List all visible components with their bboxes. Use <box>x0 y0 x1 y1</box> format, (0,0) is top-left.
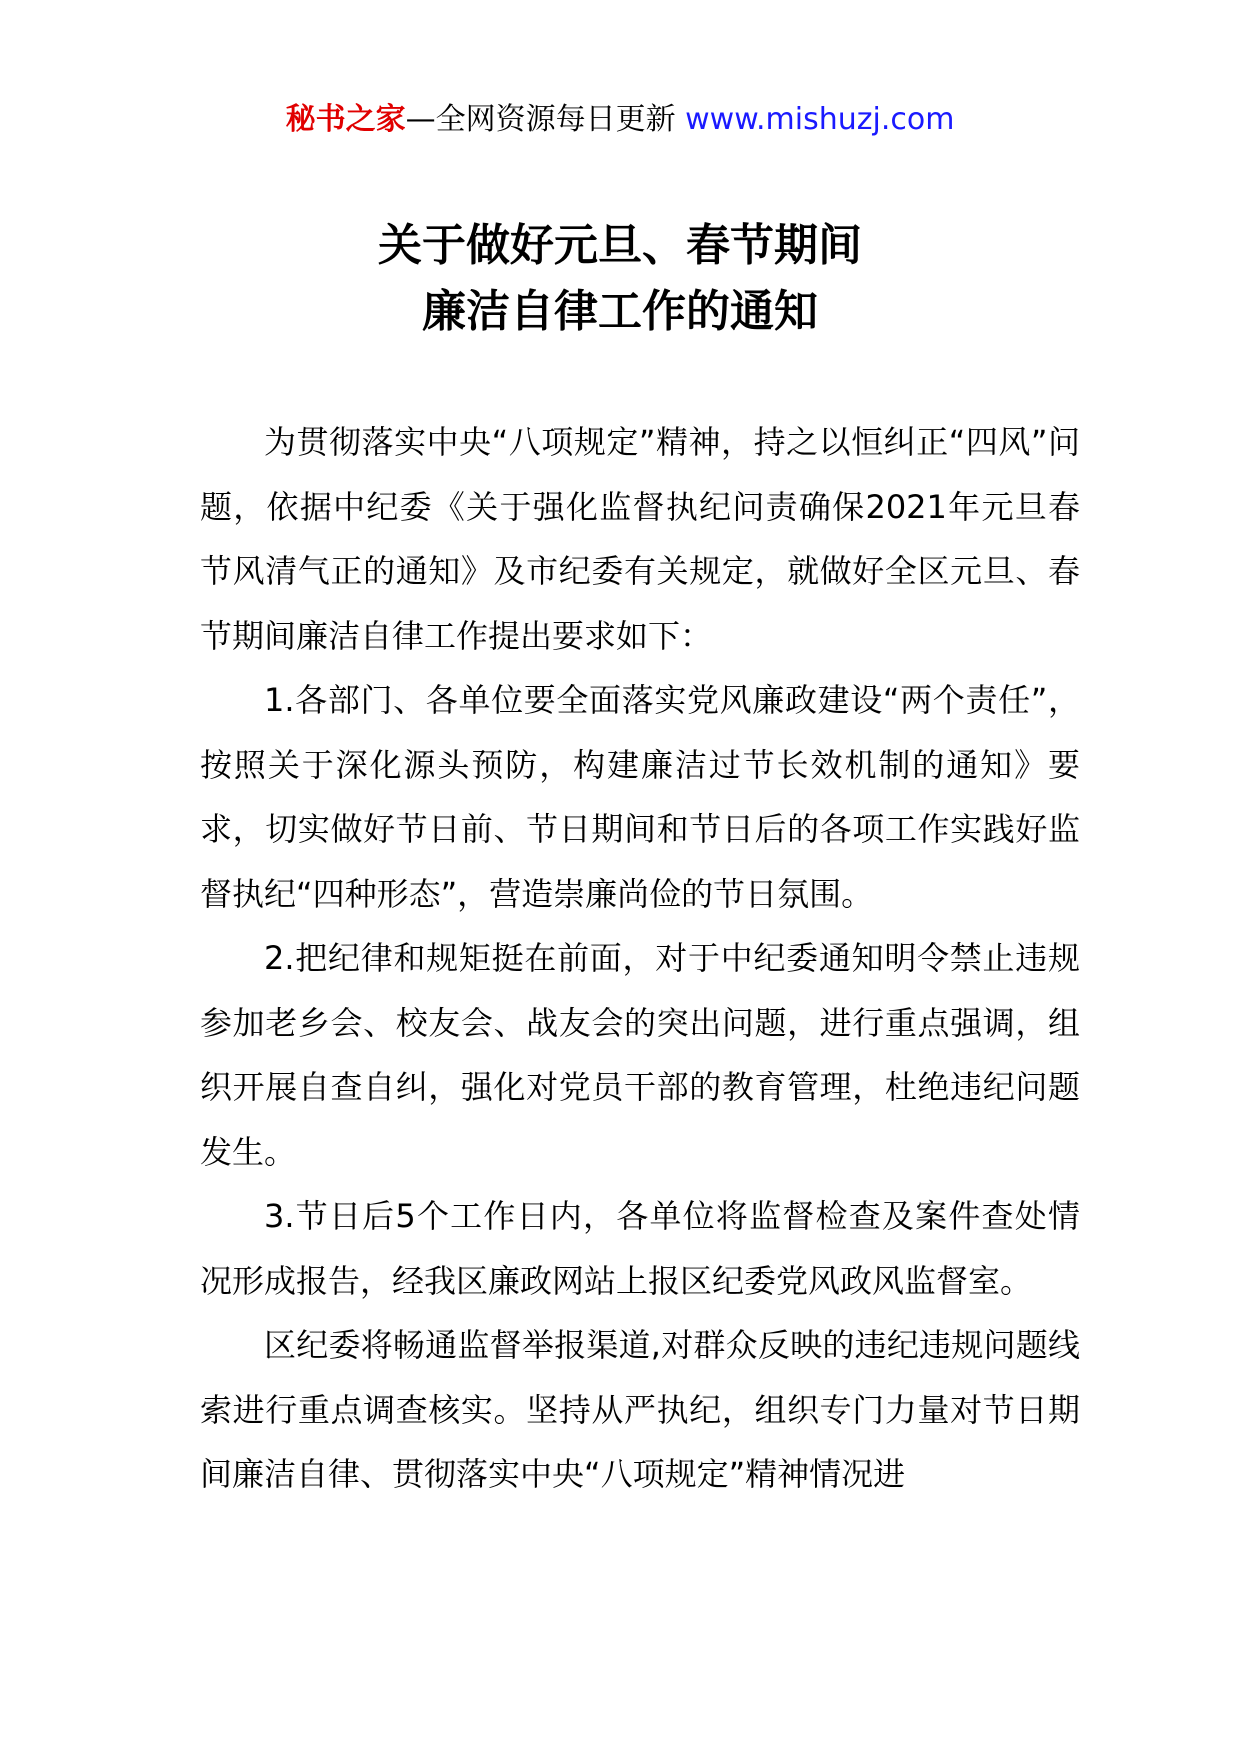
header-slogan: —全网资源每日更新 <box>405 102 676 137</box>
document-title-line-2: 廉洁自律工作的通知 <box>422 286 818 337</box>
document-title-line-1: 关于做好元旦、春节期间 <box>378 220 862 271</box>
site-header <box>0 100 1240 140</box>
paragraph-item-2: 2.把纪律和规矩挺在前面，对于中纪委通知明令禁止违规参加老乡会、校友会、战友会的突出问题，进行重点强调，组织开展自查自纠，强化对党员干部的教育管理，杜绝违纪问题发生。 <box>200 939 1080 1171</box>
site-url-link[interactable]: www.mishuzj.com <box>685 102 955 137</box>
paragraph-item-3: 3.节日后5个工作日内，各单位将监督检查及案件查处情况形成报告，经我区廉政网站上报区纪委党风政风监督室。 <box>200 1197 1080 1300</box>
document-body <box>200 410 1080 1507</box>
paragraph-closing: 区纪委将畅通监督举报渠道,对群众反映的违纪违规问题线索进行重点调查核实。坚持从严执纪，组织专门力量对节日期间廉洁自律、贯彻落实中央“八项规定”精神情况进 <box>200 1326 1080 1493</box>
brand-name: 秘书之家 <box>285 102 406 137</box>
paragraph-intro: 为贯彻落实中央“八项规定”精神，持之以恒纠正“四风”问题，依据中纪委《关于强化监督执纪问责确保2021年元旦春节风清气正的通知》及市纪委有关规定，就做好全区元旦、春节期间廉洁自律工作提出要求如下： <box>200 423 1080 655</box>
paragraph-item-1: 1.各部门、各单位要全面落实党风廉政建设“两个责任”，按照关于深化源头预防，构建廉洁过节长效机制的通知》要求，切实做好节日前、节日期间和节日后的各项工作实践好监督执纪“四种形态”，营造崇廉尚俭的节日氛围。 <box>200 681 1080 913</box>
